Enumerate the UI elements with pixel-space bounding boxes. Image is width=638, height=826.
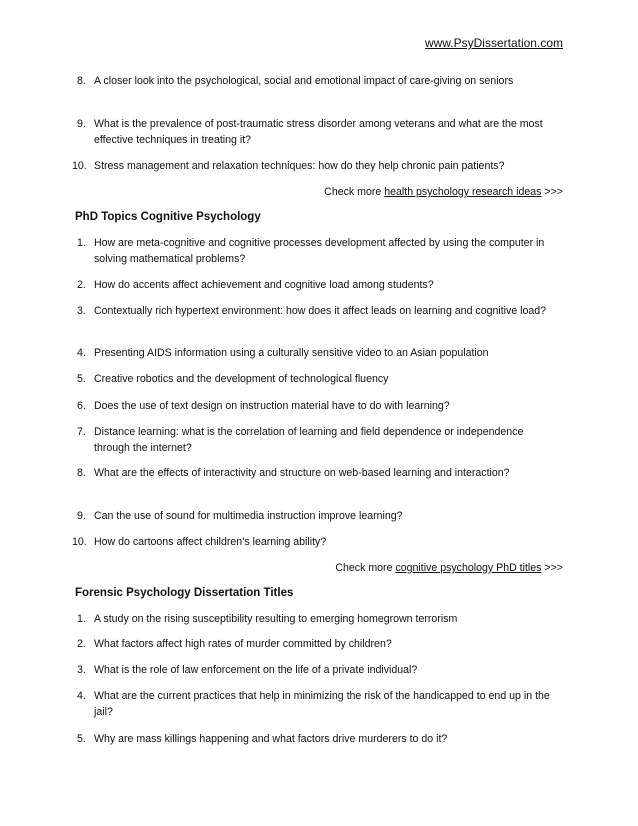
section-heading-forensic: Forensic Psychology Dissertation Titles [75,587,294,599]
list-item [77,611,554,627]
list-item [77,424,554,456]
list-item [77,731,554,747]
item-text: Creative robotics and the development of technological fluency [94,373,389,385]
list-item [77,235,554,267]
section-heading-cognitive: PhD Topics Cognitive Psychology [75,211,261,223]
list-item [77,636,554,652]
item-number: 6. [77,400,86,412]
item-number: 10. [72,160,87,172]
item-number: 7. [77,426,86,438]
item-text: Distance learning: what is the correlation of learning and field dependence or independence through the internet? [94,426,524,454]
item-text: Why are mass killings happening and what factors drive murderers to do it? [94,733,448,745]
item-number: 9. [77,118,86,130]
item-number: 2. [77,279,86,291]
item-text: Does the use of text design on instruction material have to do with learning? [94,400,450,412]
item-number: 4. [77,347,86,359]
list-item [77,345,554,361]
item-number: 5. [77,733,86,745]
item-text: A study on the rising susceptibility resulting to emerging homegrown terrorism [94,613,458,625]
check-more-prefix: Check more [335,562,396,574]
list-item [77,116,554,148]
item-number: 8. [77,75,86,87]
item-text: How are meta-cognitive and cognitive processes development affected by using the computer in solving mathematical problems? [94,237,545,265]
cognitive-psychology-link[interactable]: cognitive psychology PhD titles [395,562,542,574]
item-text: Stress management and relaxation techniques: how do they help chronic pain patients? [94,160,505,172]
check-more-suffix: >>> [541,186,563,198]
list-item [77,73,554,89]
list-item [72,534,554,550]
item-text: What factors affect high rates of murder committed by children? [94,638,392,650]
check-more-suffix: >>> [541,562,563,574]
item-number: 4. [77,690,86,702]
list-item [77,688,554,720]
item-number: 2. [77,638,86,650]
item-number: 3. [77,664,86,676]
item-number: 5. [77,373,86,385]
item-text: What is the role of law enforcement on the life of a private individual? [94,664,418,676]
list-item [77,303,554,319]
list-item [77,465,554,481]
item-text: What is the prevalence of post-traumatic stress disorder among veterans and what are the most effective techniques in treating it? [94,118,543,146]
list-item [77,508,554,524]
list-item [77,371,554,387]
item-text: Contextually rich hypertext environment: how does it affect leads on learning and cognitive load? [94,305,547,317]
item-number: 1. [77,237,86,249]
item-number: 8. [77,467,86,479]
list-item [72,158,554,174]
site-url-link[interactable]: www.PsyDissertation.com [424,36,563,50]
item-number: 3. [77,305,86,317]
check-more-cognitive [335,560,563,576]
item-text: Can the use of sound for multimedia instruction improve learning? [94,510,403,522]
item-number: 9. [77,510,86,522]
health-psychology-link[interactable]: health psychology research ideas [384,186,542,198]
item-text: What are the effects of interactivity and structure on web-based learning and interaction? [94,467,510,479]
check-more-health [324,184,563,200]
item-number: 10. [72,536,87,548]
item-text: Presenting AIDS information using a culturally sensitive video to an Asian population [94,347,489,359]
item-text: How do cartoons affect children’s learning ability? [94,536,327,548]
item-text: What are the current practices that help in minimizing the risk of the handicapped to end up in the jail? [94,690,550,718]
check-more-prefix: Check more [324,186,385,198]
list-item [77,277,554,293]
item-text: How do accents affect achievement and cognitive load among students? [94,279,434,291]
list-item [77,398,554,414]
list-item [77,662,554,678]
item-number: 1. [77,613,86,625]
item-text: A closer look into the psychological, social and emotional impact of care-giving on seniors [94,75,514,87]
